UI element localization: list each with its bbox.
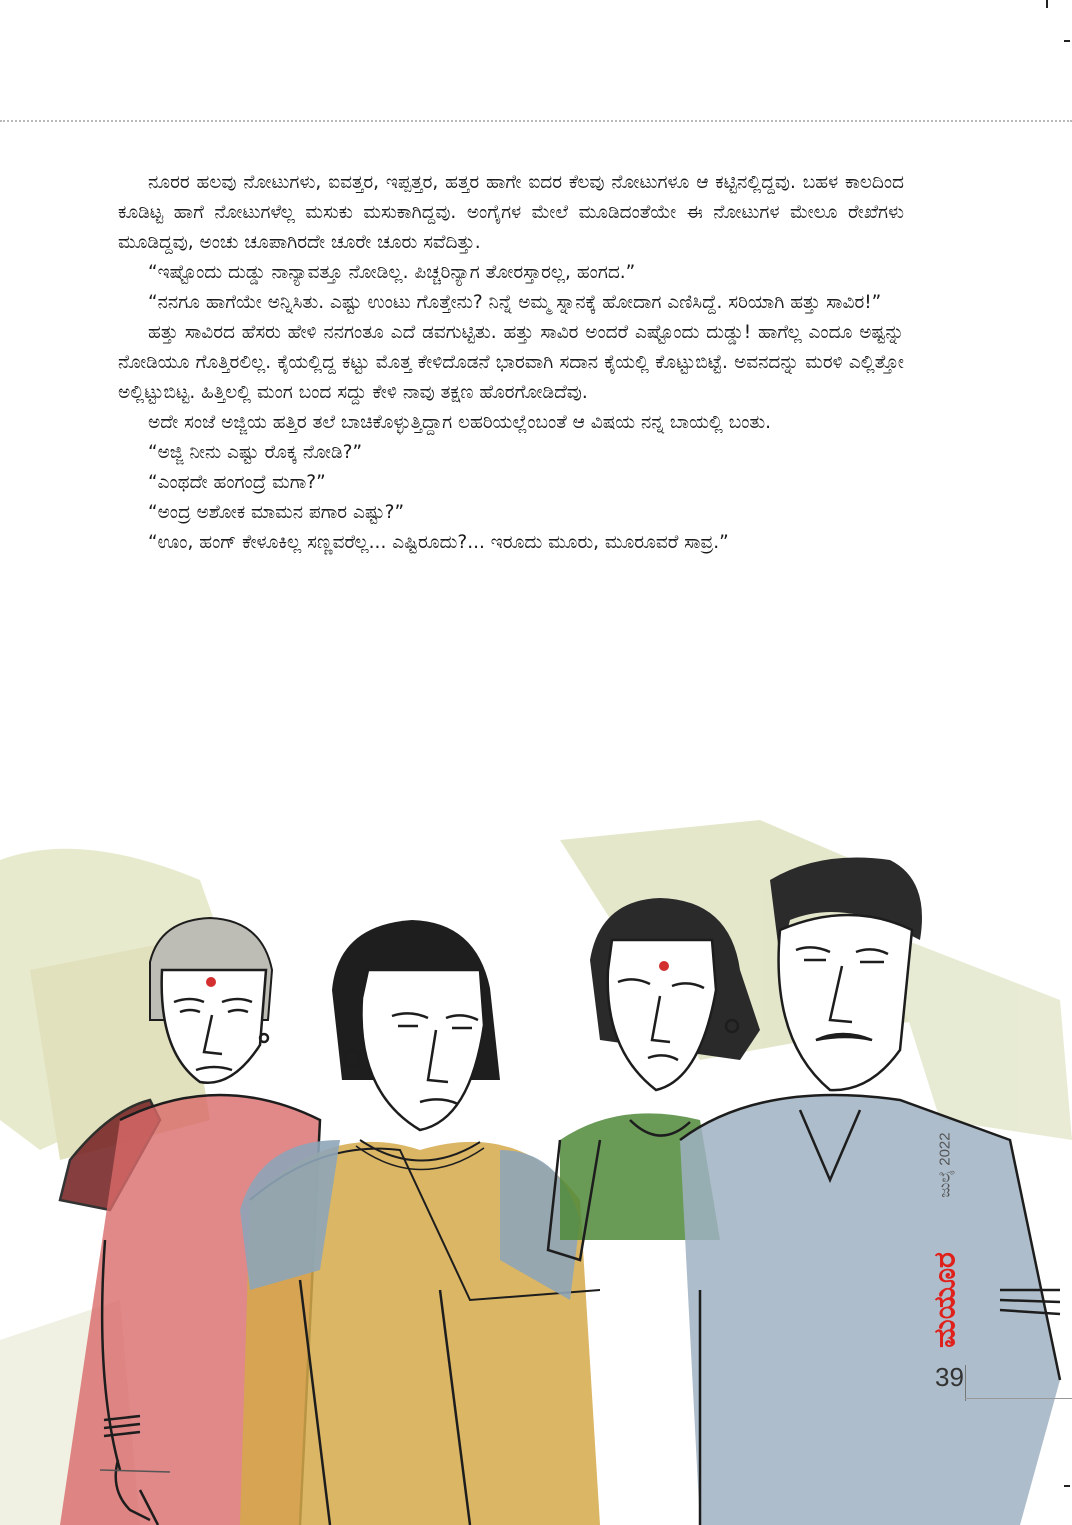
article-body: [118, 168, 904, 558]
article-paragraph: “ಊಂ, ಹಂಗ್ ಕೇಳೂಕಿಲ್ಲ ಸಣ್ಣವರೆಲ್ಲ... ಎಷ್ಟಿರೂದು?... ಇರೂದು ಮೂರು, ಮೂರೂವರೆ ಸಾವ್ರ.”: [148, 532, 729, 553]
article-paragraph: “ಇಷ್ಟೊಂದು ದುಡ್ಡು ನಾನ್ಯಾವತ್ತೂ ನೋಡಿಲ್ಲ. ಪಿಚ್ಚರಿನ್ಯಾಗ ತೋರಸ್ತಾರಲ್ಲ, ಹಂಗದ.”: [148, 262, 636, 283]
crop-mark-top-right: [1046, 0, 1048, 8]
article-paragraph: ಹತ್ತು ಸಾವಿರದ ಹೆಸರು ಹೇಳಿ ನನಗಂತೂ ಎದೆ ಡವಗುಟ್ಟಿತು. ಹತ್ತು ಸಾವಿರ ಅಂದರೆ ಎಷ್ಟೊಂದು ದುಡ್ಡು! ಹಾಗೆಲ್ಲ ಎಂದೂ ಅಷ್ಟನ್ನು ನೋಡಿಯೂ ಗೊತ್ತಿರಲಿಲ್ಲ. ಕೈಯಲ್ಲಿದ್ದ ಕಟ್ಟು ಮೊತ್ತ ಕೇಳಿದೊಡನೆ ಭಾರವಾಗಿ ಸದಾನ ಕೈಯಲ್ಲಿ ಕೊಟ್ಟುಬಿಟ್ಟೆ. ಅವನದನ್ನು ಮರಳಿ ಎಲ್ಲಿತ್ತೋ ಅಲ್ಲಿಟ್ಟುಬಿಟ್ಟ. ಹಿತ್ತಿಲಲ್ಲಿ ಮಂಗ ಬಂದ ಸದ್ದು ಕೇಳಿ ನಾವು ತಕ್ಷಣ ಹೊರಗೋಡಿದೆವು.: [118, 322, 904, 403]
article-paragraph: “ಎಂಥದೇ ಹಂಗಂದ್ರೆ ಮಗಾ?”: [148, 472, 326, 493]
article-paragraph: “ಅಜ್ಜಿ ನೀನು ಎಷ್ಟು ರೊಕ್ಕ ನೋಡಿ?”: [148, 442, 363, 463]
crop-mark-right-upper: [1064, 40, 1070, 42]
article-paragraph: “ನನಗೂ ಹಾಗೆಯೇ ಅನ್ನಿಸಿತು. ಎಷ್ಟು ಉಂಟು ಗೊತ್ತೇನು? ನಿನ್ನೆ ಅಮ್ಮ ಸ್ನಾನಕ್ಕೆ ಹೋದಾಗ ಎಣಿಸಿದ್ದೆ. ಸರಿಯಾಗಿ ಹತ್ತು ಸಾವಿರ!”: [148, 292, 882, 313]
issue-date-text: ಜುಲೈ 2022: [936, 1132, 954, 1198]
masthead-text: ಮಯೂರ: [927, 1252, 963, 1348]
story-illustration: [0, 820, 1072, 1525]
article-paragraph: “ಅಂದ್ರ ಅಶೋಕ ಮಾಮನ ಪಗಾರ ಎಷ್ಟು?”: [148, 502, 405, 523]
folio-rule-vertical: [965, 1365, 966, 1401]
page-number: 39: [935, 1362, 964, 1392]
header-dotted-rule: [0, 120, 1072, 122]
folio-rule-horizontal: [965, 1398, 1072, 1399]
issue-date-vertical: [935, 1090, 955, 1240]
figure-woman-ochre-saree: [240, 920, 600, 1525]
article-paragraph: ಅದೇ ಸಂಜೆ ಅಜ್ಜಿಯ ಹತ್ತಿರ ತಲೆ ಬಾಚಿಕೊಳ್ಳುತ್ತಿದ್ದಾಗ ಲಹರಿಯಲ್ಲೆಂಬಂತೆ ಆ ವಿಷಯ ನನ್ನ ಬಾಯಲ್ಲಿ ಬಂತು.: [148, 412, 772, 433]
magazine-masthead: [925, 1235, 965, 1365]
article-paragraph: ನೂರರ ಹಲವು ನೋಟುಗಳು, ಐವತ್ತರ, ಇಪ್ಪತ್ತರ, ಹತ್ತರ ಹಾಗೇ ಐದರ ಕೆಲವು ನೋಟುಗಳೂ ಆ ಕಟ್ಟಿನಲ್ಲಿದ್ದವು. ಬಹಳ ಕಾಲದಿಂದ ಕೂಡಿಟ್ಟ ಹಾಗೆ ನೋಟುಗಳೆಲ್ಲ ಮಸುಕು ಮಸುಕಾಗಿದ್ದವು. ಅಂಗೈಗಳ ಮೇಲೆ ಮೂಡಿದಂತೆಯೇ ಈ ನೋಟುಗಳ ಮೇಲೂ ರೇಖೆಗಳು ಮೂಡಿದ್ದವು, ಅಂಚು ಚೂಪಾಗಿರದೇ ಚೂರೇ ಚೂರು ಸವೆದಿತ್ತು.: [118, 172, 904, 253]
illustration-drawing: [0, 820, 1072, 1525]
